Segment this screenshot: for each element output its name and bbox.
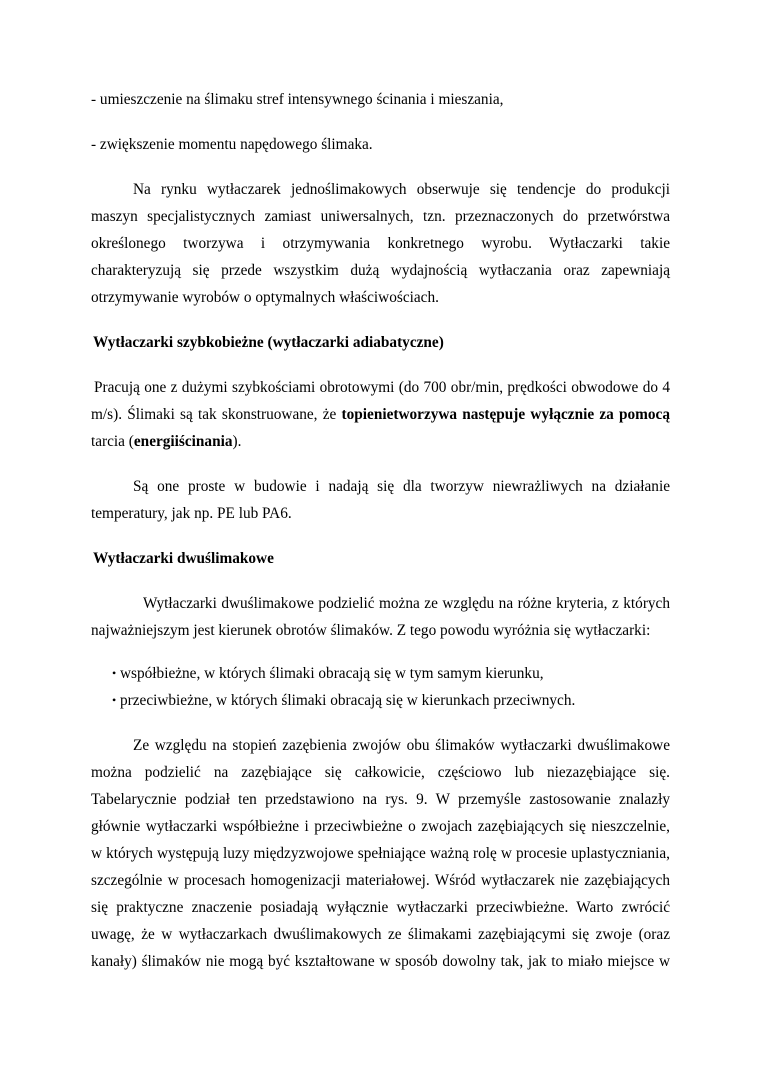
text-line: Są one proste w budowie i nadają się dla tworzyw niewrażliwych na działanie [133, 478, 670, 495]
text-line: otrzymywanie wyrobów o optymalnych właściwościach. [91, 289, 439, 306]
text-line: najważniejszym jest kierunek obrotów ślimaków. Z tego powodu wyróżnia się wytłaczarki: [91, 622, 651, 639]
paragraph-1 [91, 176, 670, 311]
text-line [91, 428, 670, 455]
text-line: Pracują one z dużymi szybkościami obrotowymi (do 700 obr/min, prędkości obwodowe do 4 [94, 379, 670, 396]
list-item-text: przeciwbieżne, w których ślimaki obracają się w kierunkach przeciwnych. [120, 692, 576, 709]
paragraph-2 [91, 374, 670, 455]
text-line: szczególnie w procesach homogenizacji materiałowej. Wśród wytłaczarek nie zazębiających [91, 872, 670, 889]
text-span: tarcia ( [91, 433, 134, 450]
document-page [91, 86, 670, 975]
bold-text: topienietworzywa następuje wyłącznie za pomocą [341, 406, 670, 423]
bullet-icon: • [112, 693, 117, 707]
text-line: maszyn specjalistycznych zamiast uniwersalnych, tzn. przeznaczonych do przetwórstwa [91, 208, 670, 225]
text-line: określonego tworzywa i otrzymywania konkretnego wyrobu. Wytłaczarki takie [91, 235, 670, 252]
section-heading: Wytłaczarki szybkobieżne (wytłaczarki adiabatyczne) [93, 334, 444, 351]
bold-text: energiiścinania [133, 433, 233, 450]
text-line: głównie wytłaczarki współbieżne i przeciwbieżne o zwojach zazębiających się nieszczelnie, [91, 818, 670, 835]
bullet-list [91, 660, 670, 714]
text-line: uwagę, że w wytłaczarkach dwuślimakowych ze ślimakami zazębiającymi się zwoje (oraz [91, 926, 670, 943]
list-item-text: współbieżne, w których ślimaki obracają się w tym samym kierunku, [120, 665, 544, 682]
text-line [91, 401, 670, 428]
list-item [91, 660, 670, 687]
text-line: Ze względu na stopień zazębienia zwojów obu ślimaków wytłaczarki dwuślimakowe [133, 737, 670, 754]
text-span: m/s). Ślimaki są tak skonstruowane, że [91, 406, 342, 423]
list-item [91, 687, 670, 714]
text-line: w których występują luzy międzyzwojowe spełniające ważną rolę w procesie uplastyczniania, [91, 845, 670, 862]
bullet-line: - zwiększenie momentu napędowego ślimaka. [91, 136, 373, 153]
paragraph-3 [91, 473, 670, 527]
text-line: temperatury, jak np. PE lub PA6. [91, 505, 292, 522]
paragraph-5 [91, 732, 670, 975]
section-heading: Wytłaczarki dwuślimakowe [93, 550, 274, 567]
bullet-icon: • [112, 666, 117, 680]
text-line: Na rynku wytłaczarek jednoślimakowych obserwuje się tendencje do produkcji [133, 181, 670, 198]
text-line: Tabelarycznie podział ten przedstawiono na rys. 9. W przemyśle zastosowanie znalazły [91, 791, 670, 808]
bullet-line: - umieszczenie na ślimaku stref intensywnego ścinania i mieszania, [91, 91, 504, 108]
text-line: się praktyczne znaczenie posiadają wyłącznie wytłaczarki przeciwbieżne. Warto zwrócić [91, 899, 670, 916]
paragraph-4 [91, 590, 670, 644]
text-line: Wytłaczarki dwuślimakowe podzielić można ze względu na różne kryteria, z których [143, 595, 670, 612]
text-line: kanały) ślimaków nie mogą być kształtowane w sposób dowolny tak, jak to miało miejsce w [91, 953, 670, 970]
text-span: ). [232, 433, 242, 450]
text-line: można podzielić na zazębiające się całkowicie, częściowo lub niezazębiające się. [91, 764, 670, 781]
text-line: charakteryzują się przede wszystkim dużą wydajnością wytłaczania oraz zapewniają [91, 262, 670, 279]
